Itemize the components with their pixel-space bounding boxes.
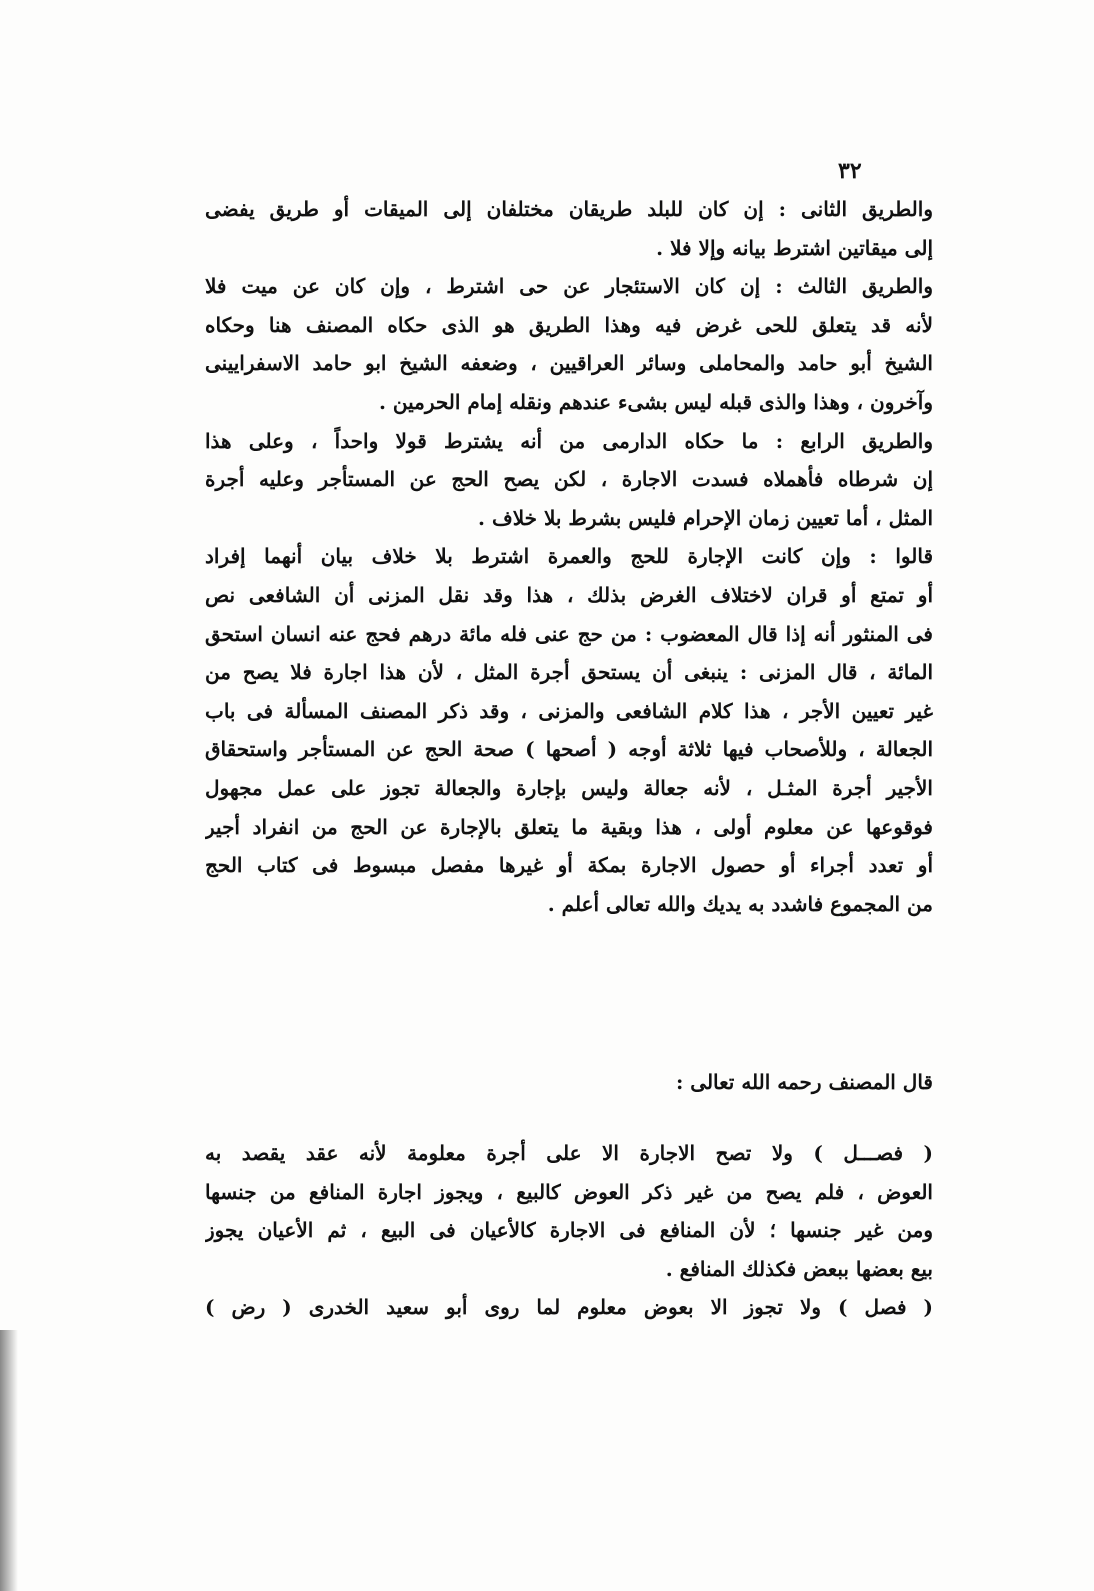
page-edge-shadow xyxy=(0,1330,18,1591)
commentary-text xyxy=(205,190,933,923)
text-line: أو تعدد أجراء أو حصول الاجارة بمكة أو غيرها مفصل مبسوط فى كتاب الحج xyxy=(205,853,933,878)
text-line: والطريق الثانى : إن كان للبلد طريقان مختلفان إلى الميقات أو طريق يفضى xyxy=(205,197,933,221)
section-heading: قال المصنف رحمه الله تعالى : xyxy=(675,1070,933,1094)
text-line: قالوا : وإن كانت الإجارة للحج والعمرة اشترط بلا خلاف بيان أنهما إفراد xyxy=(205,544,933,569)
text-line: المثل ، أما تعيين زمان الإحرام فليس بشرط بلا خلاف . xyxy=(478,505,933,530)
text-line: فوقوعها عن معلوم أولى ، هذا وبقية ما يتعلق بالإجارة عن الحج من انفراد أجير xyxy=(205,814,933,839)
section-heading-block xyxy=(205,1063,933,1102)
text-line: غير تعيين الأجر ، هذا كلام الشافعى والمزنى ، وقد ذكر المصنف المسألة فى باب xyxy=(205,698,933,723)
text-line: ومن غير جنسها ؛ لأن المنافع فى الاجارة كالأعيان فى البيع ، ثم الأعيان يجوز xyxy=(205,1218,933,1243)
main-text xyxy=(205,1134,933,1327)
text-line: المائة ، قال المزنى : ينبغى أن يستحق أجرة المثل ، لأن هذا اجارة فلا يصح من xyxy=(205,660,933,685)
text-line: والطريق الثالث : إن كان الاستئجار عن حى اشترط ، وإن كان عن ميت فلا xyxy=(205,274,933,299)
text-line: بيع بعضها ببعض فكذلك المنافع . xyxy=(665,1256,933,1281)
text-line: من المجموع فاشدد به يديك والله تعالى أعلم . xyxy=(547,891,933,916)
text-line: العوض ، فلم يصح من غير ذكر العوض كالبيع ، ويجوز اجارة المنافع من جنسها xyxy=(205,1179,933,1204)
text-line: أو تمتع أو قران لاختلاف الغرض بذلك ، هذا وقد نقل المزنى أن الشافعى نص xyxy=(205,582,933,607)
text-line: ( فصل ) ولا تجوز الا بعوض معلوم لما روى أبو سعيد الخدرى ( رض ) xyxy=(205,1295,933,1320)
text-line: فى المنثور أنه إذا قال المعضوب : من حج عنى فله مائة درهم فحج عنه انسان استحق xyxy=(205,621,933,646)
text-line: لأنه قد يتعلق للحى غرض فيه وهذا الطريق هو الذى حكاه المصنف هنا وحكاه xyxy=(205,312,933,337)
text-line: ( فصـــل ) ولا تصح الاجارة الا على أجرة معلومة لأنه عقد يقصد به xyxy=(205,1141,933,1165)
text-line: وآخرون ، وهذا والذى قبله ليس بشىء عندهم ونقله إمام الحرمين . xyxy=(378,389,933,414)
text-line: إن شرطاه فأهملاه فسدت الاجارة ، لكن يصح الحج عن المستأجر وعليه أجرة xyxy=(205,467,933,492)
text-line: إلى ميقاتين اشترط بيانه وإلا فلا . xyxy=(656,235,933,260)
text-line: الجعالة ، وللأصحاب فيها ثلاثة أوجه ( أصحها ) صحة الحج عن المستأجر واستحقاق xyxy=(205,737,933,762)
text-line: والطريق الرابع : ما حكاه الدارمى من أنه يشترط قولا واحداً ، وعلى هذا xyxy=(205,428,933,453)
text-line: الشيخ أبو حامد والمحاملى وسائر العراقيين ، وضعفه الشيخ ابو حامد الاسفرايينى xyxy=(205,351,933,376)
text-line: الأجير أجرة المثـل ، لأنه جعالة وليس بإجارة والجعالة تجوز على عمل مجهول xyxy=(205,775,933,800)
page-number: ٣٢ xyxy=(838,158,862,184)
